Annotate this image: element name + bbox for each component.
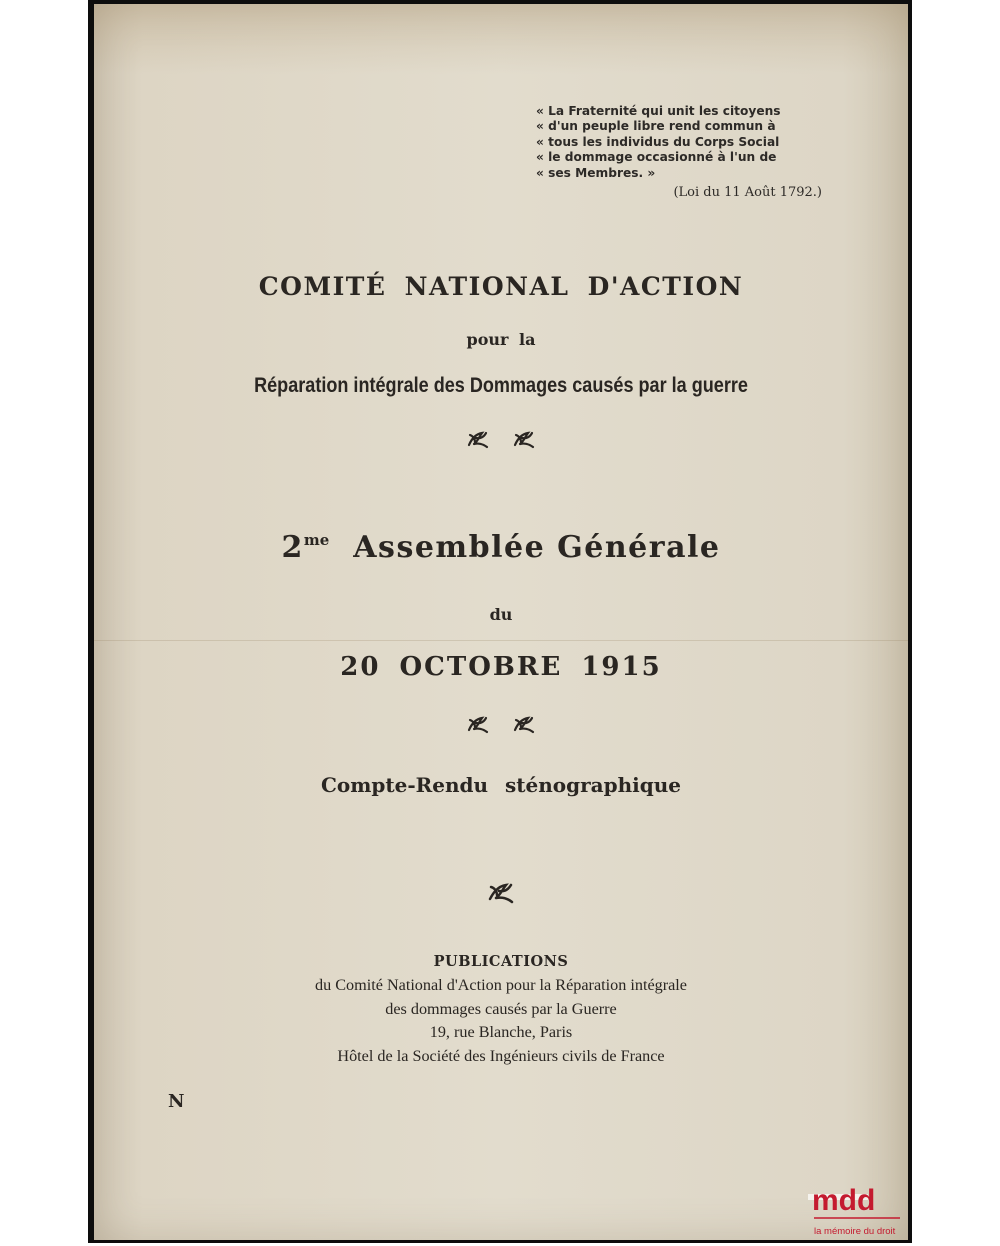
fleuron-icon [466,714,490,734]
fleuron-icon [512,429,536,449]
epigraph-line: « tous les individus du Corps Social [536,134,780,149]
epigraph-line: « d'un peuple libre rend commun à [536,119,776,134]
epigraph-line: « ses Membres. » [536,165,656,180]
publications-line: Hôtel de la Société des Ingénieurs civils de France [337,1046,665,1065]
epigraph [536,104,836,200]
publications-line: 19, rue Blanche, Paris [429,1023,573,1041]
publications-block [94,974,908,1068]
epigraph-line: « le dommage occasionné à l'un de [536,150,777,165]
mdd-logo-icon [808,1160,998,1242]
committee-title: COMITÉ NATIONAL D'ACTION [258,272,744,301]
committee-subtitle: Réparation intégrale des Dommages causés par la guerre [254,374,748,397]
assembly-title [94,530,908,565]
fleuron-icon [466,429,490,449]
epigraph-source: (Loi du 11 Août 1792.) [673,185,822,201]
watermark-tagline: la mémoire du droit [814,1226,896,1237]
document-page [94,4,908,1240]
publications-line: du Comité National d'Action pour la Réparation intégrale [315,976,687,994]
watermark-letters: mdd [812,1184,876,1217]
epigraph-line: « La Fraternité qui unit les citoyens [536,104,781,118]
fold-line [94,640,908,641]
assembly-ordinal-suffix: me [303,531,330,549]
assembly-name: Assemblée Générale [353,530,721,565]
publications-heading: PUBLICATIONS [433,953,569,970]
assembly-date: 20 OCTOBRE 1915 [340,652,662,682]
date-prefix: du [489,605,513,624]
corner-mark: N [168,1091,185,1112]
publications-line: des dommages causés par la Guerre [385,999,617,1018]
fleuron-icon [512,714,536,734]
ornament-divider [94,429,908,449]
ornament-divider [94,714,908,734]
paper-stain [94,4,908,74]
title-connector: pour la [466,330,536,349]
report-type: Compte-Rendu sténographique [321,773,681,797]
mdd-watermark [808,1160,998,1242]
fleuron-icon [487,880,515,904]
assembly-ordinal: 2 [281,530,304,565]
ornament-divider [94,880,908,904]
